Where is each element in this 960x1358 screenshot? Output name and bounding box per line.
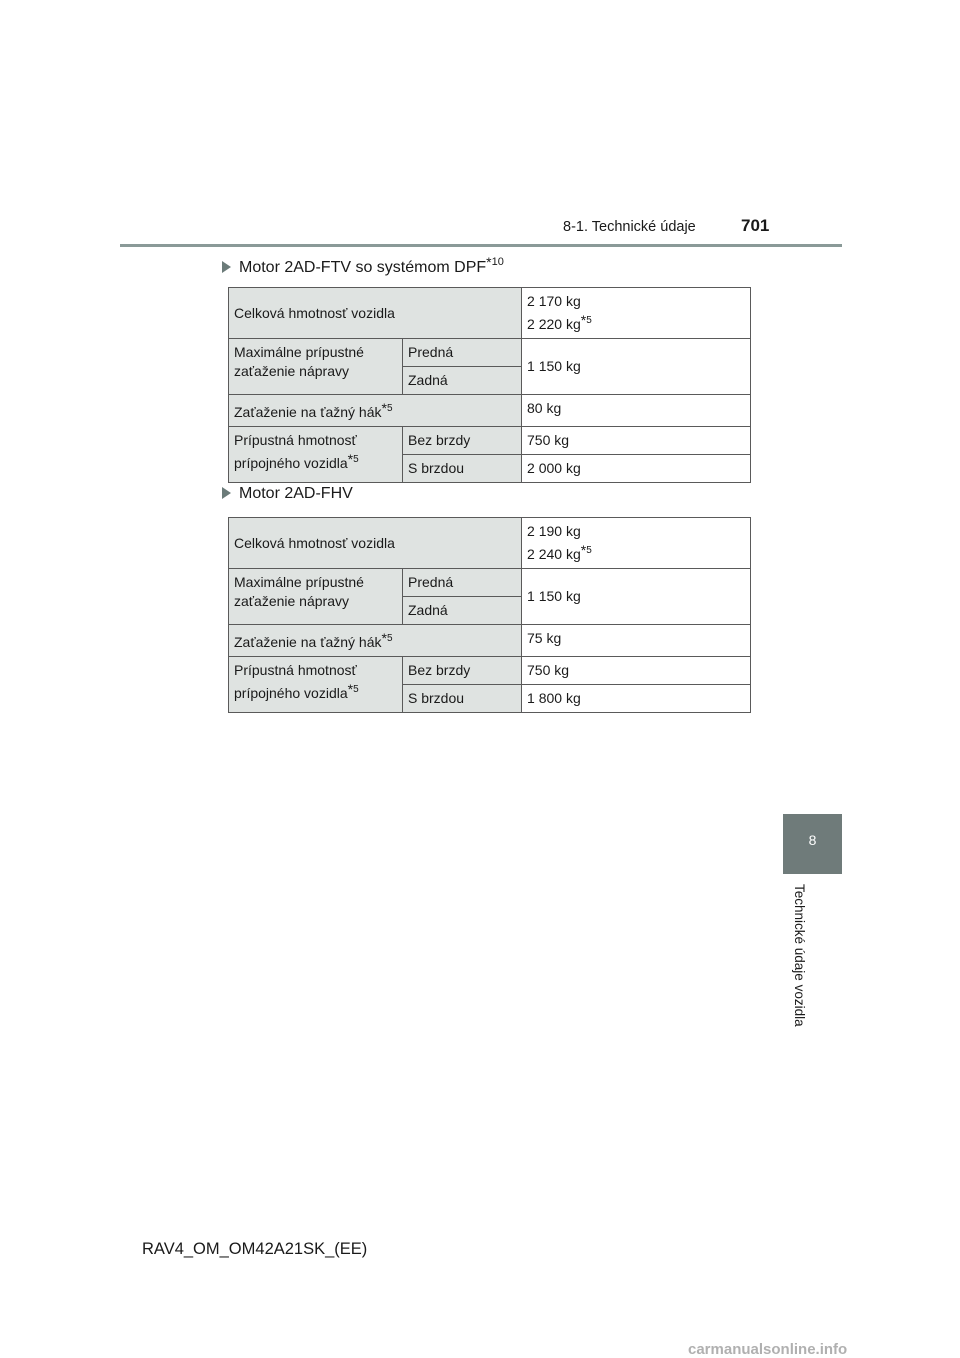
hitch-load-value: 75 kg [522,625,751,657]
spec-table-2ad-ftv [228,287,751,483]
watermark: carmanualsonline.info [688,1341,848,1358]
braked-label: S brzdou [403,685,522,713]
chapter-tab[interactable] [783,814,842,874]
trailer-weight-label: Prípustná hmotnosť prípojného vozidla$^{*5}$ [229,427,403,483]
section-heading-2ad-fhv [222,485,353,503]
braked-value: 1 800 kg [522,685,751,713]
table-row [229,427,751,455]
section-heading-2ad-ftv [222,254,504,277]
braked-label: S brzdou [403,455,522,483]
gross-weight-value: 2 190 kg 2 240 $kg^{*5}$ [522,518,751,569]
gross-weight-value: 2 170 kg 2 220 $kg^{*5}$ [522,288,751,339]
table-row [229,657,751,685]
footnote-ref: *10 [486,254,504,270]
chapter-number: 8 [808,832,817,848]
axle-rear-label: Zadná [403,597,522,625]
axle-load-value: 1 150 kg [522,569,751,625]
axle-front-label: Predná [403,339,522,367]
axle-load-label: Maximálne prípustné zaťaženie nápravy [229,569,403,625]
heading-text: Motor 2AD-FHV [239,485,353,502]
page-number: 701 [741,216,770,235]
gross-weight-label: Celková hmotnosť vozidla [229,288,522,339]
axle-rear-label: Zadná [403,367,522,395]
table-row [229,569,751,597]
table-row [229,288,751,339]
header-divider [120,244,842,247]
table-row [229,395,751,427]
heading-text: Motor 2AD-FTV so systémom DPF [239,259,487,276]
header-section-title: 8-1. Technické údaje [563,219,696,235]
gross-weight-label: Celková hmotnosť vozidla [229,518,522,569]
unbraked-value: 750 kg [522,427,751,455]
table-row [229,518,751,569]
table-row [229,339,751,367]
hitch-load-label: Zaťaženie na ťažný hák$^{*5}$ [229,395,522,427]
braked-value: 2 000 kg [522,455,751,483]
triangle-bullet-icon [222,487,231,499]
axle-load-label: Maximálne prípustné zaťaženie nápravy [229,339,403,395]
chapter-label: Technické údaje vozidla [792,884,807,1027]
unbraked-label: Bez brzdy [403,657,522,685]
unbraked-label: Bez brzdy [403,427,522,455]
spec-table-2ad-fhv [228,517,751,713]
triangle-bullet-icon [222,261,231,273]
table-row [229,625,751,657]
unbraked-value: 750 kg [522,657,751,685]
hitch-load-label: Zaťaženie na ťažný hák$^{*5}$ [229,625,522,657]
axle-front-label: Predná [403,569,522,597]
hitch-load-value: 80 kg [522,395,751,427]
trailer-weight-label: Prípustná hmotnosť prípojného vozidla$^{*5}$ [229,657,403,713]
axle-load-value: 1 150 kg [522,339,751,395]
document-code: RAV4_OM_OM42A21SK_(EE) [142,1240,368,1258]
